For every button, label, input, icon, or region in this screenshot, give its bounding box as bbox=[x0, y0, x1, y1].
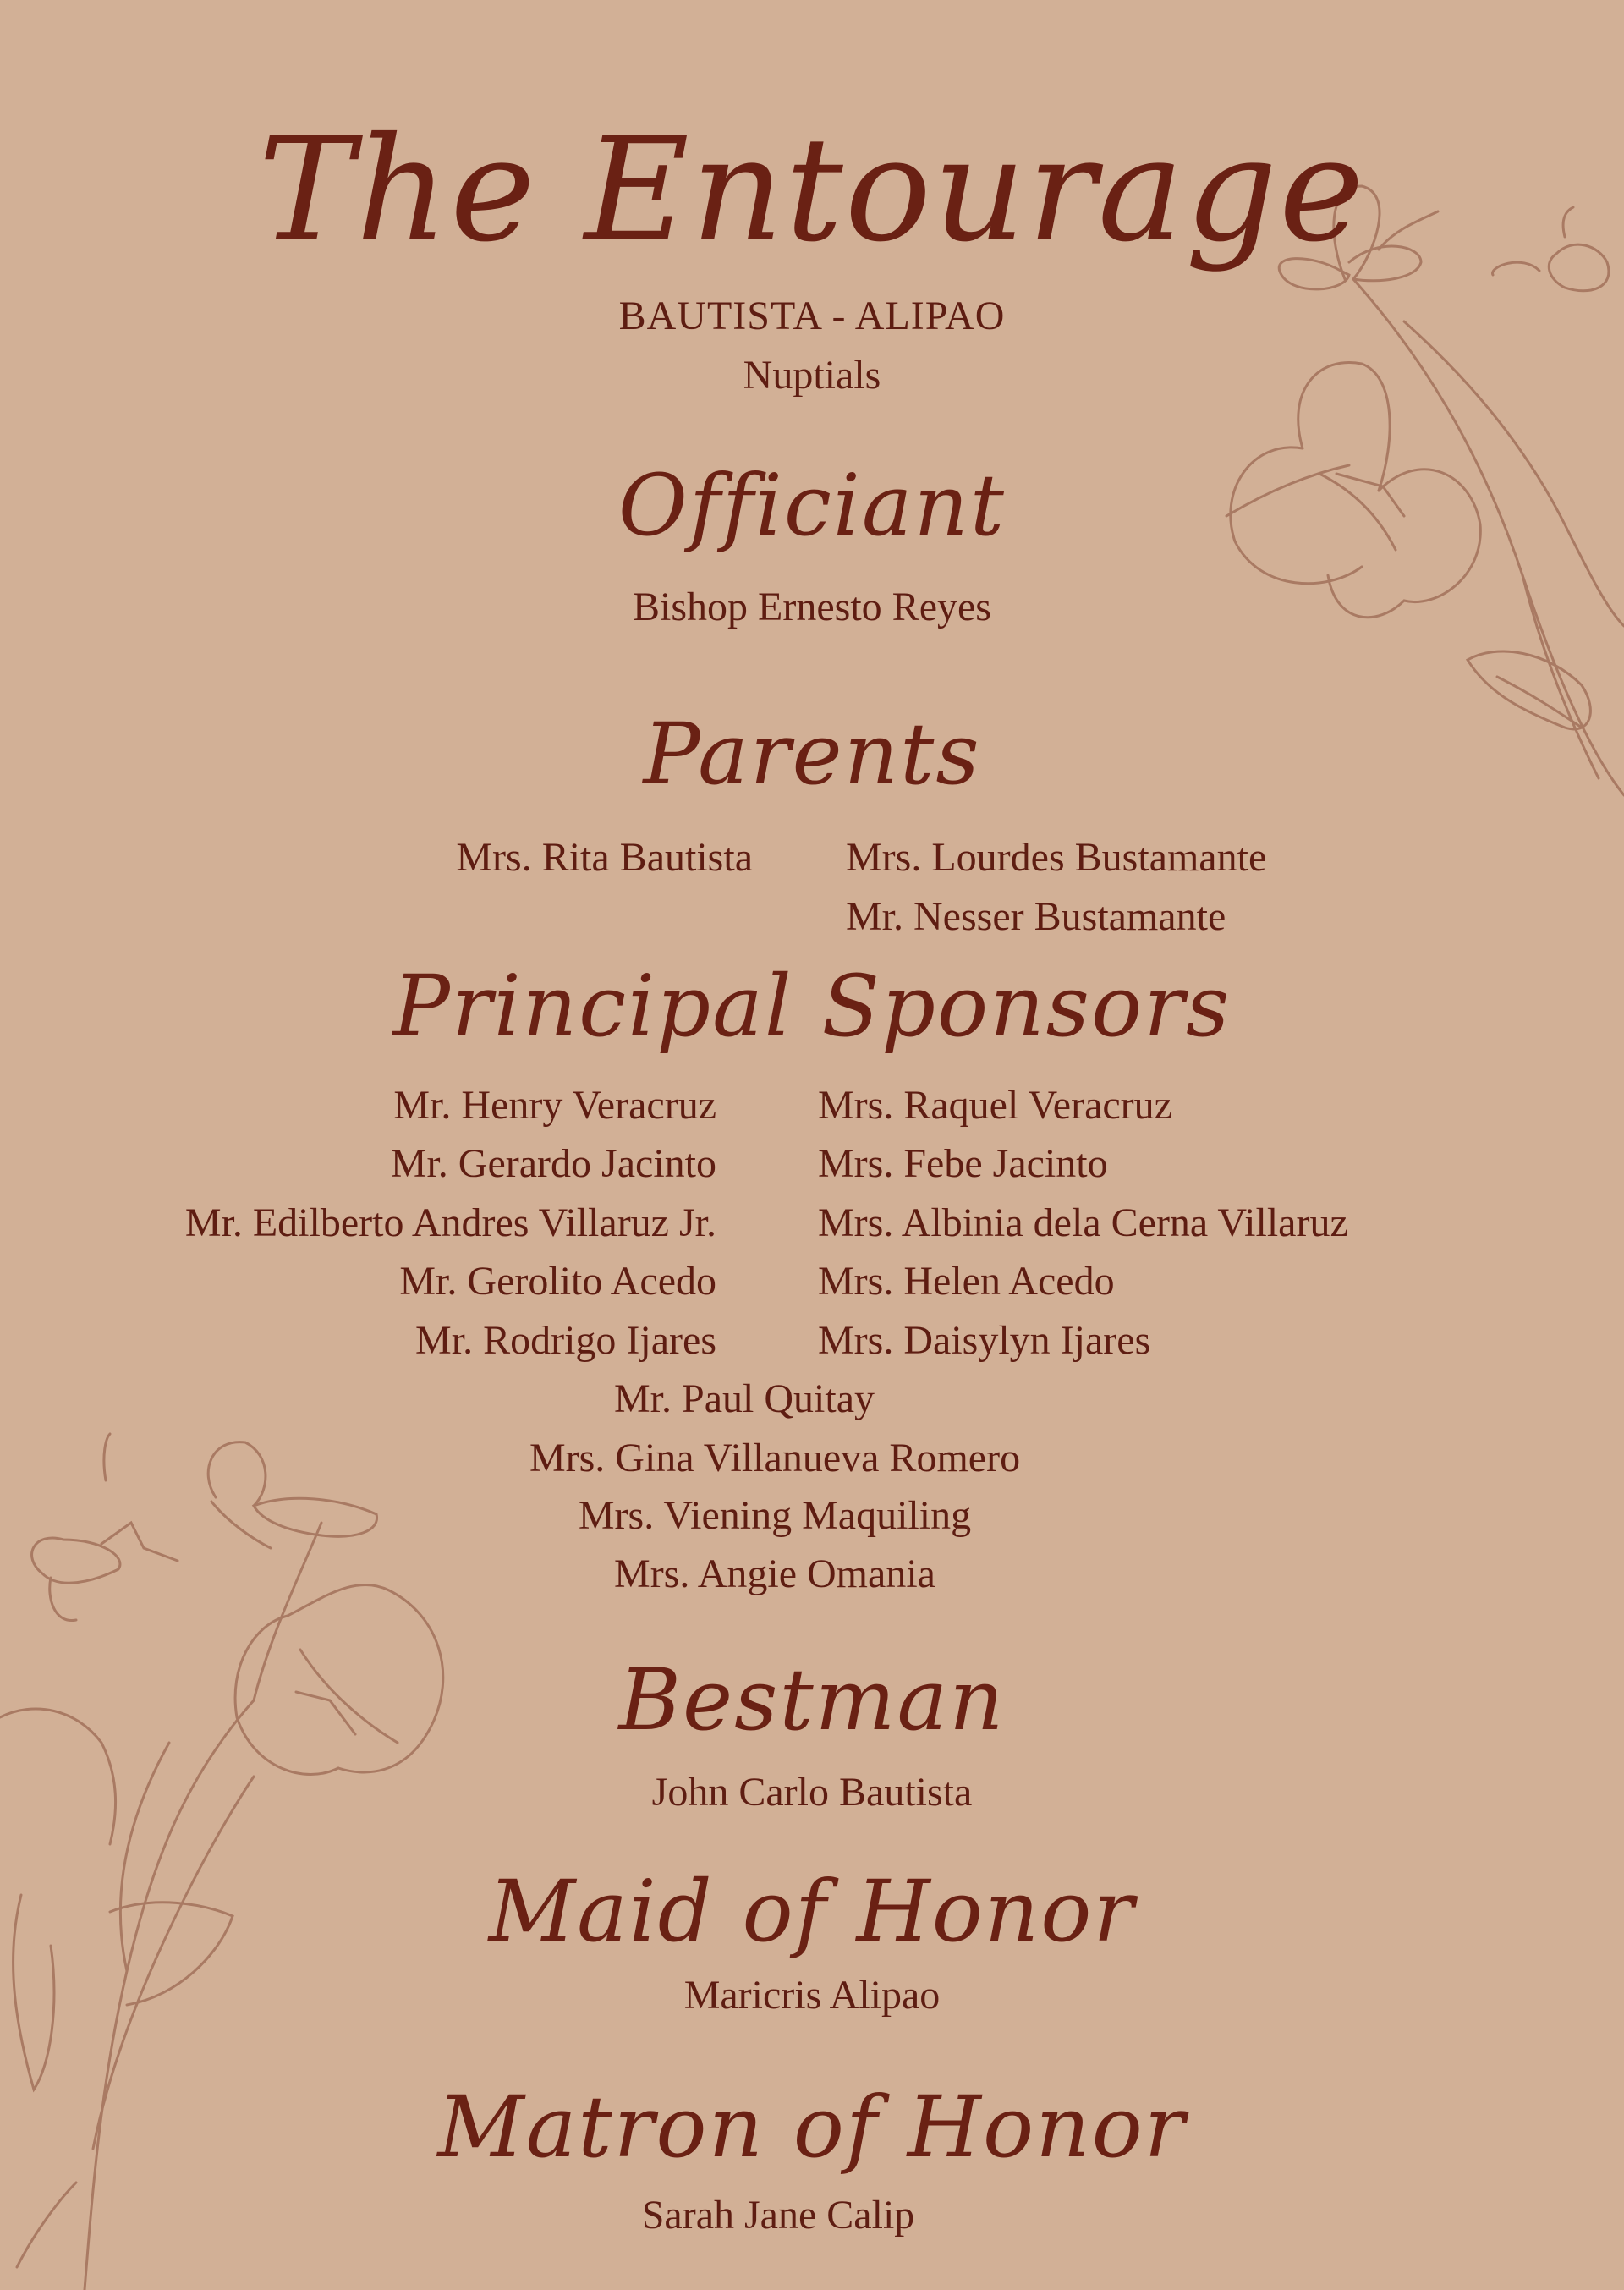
sponsor-name: Mr. Gerardo Jacinto bbox=[390, 1141, 716, 1186]
parents-heading: Parents bbox=[643, 705, 981, 804]
parent-name: Mrs. Lourdes Bustamante bbox=[846, 835, 1267, 880]
sponsor-name: Mr. Rodrigo Ijares bbox=[415, 1318, 716, 1363]
maid-of-honor-heading: Maid of Honor bbox=[488, 1862, 1136, 1961]
officiant-name: Bishop Ernesto Reyes bbox=[633, 585, 991, 629]
matron-of-honor-heading: Matron of Honor bbox=[437, 2078, 1187, 2177]
matron-of-honor-name: Sarah Jane Calip bbox=[641, 2193, 915, 2238]
sponsors-heading: Principal Sponsors bbox=[392, 957, 1232, 1056]
officiant-heading: Officiant bbox=[617, 456, 1007, 555]
sponsor-name: Mr. Henry Veracruz bbox=[393, 1083, 716, 1128]
sponsor-name: Mr. Gerolito Acedo bbox=[399, 1259, 716, 1304]
bestman-name: John Carlo Bautista bbox=[651, 1770, 973, 1815]
page-title: The Entourage bbox=[258, 107, 1366, 274]
bestman-heading: Bestman bbox=[618, 1650, 1006, 1749]
sponsor-name: Mrs. Daisylyn Ijares bbox=[818, 1318, 1151, 1363]
sponsor-name: Mrs. Angie Omania bbox=[614, 1551, 935, 1596]
event-name: Nuptials bbox=[743, 353, 881, 398]
sponsor-name: Mr. Paul Quitay bbox=[614, 1376, 875, 1421]
sponsor-name: Mrs. Albinia dela Cerna Villaruz bbox=[818, 1200, 1348, 1245]
sponsor-name: Mrs. Febe Jacinto bbox=[818, 1141, 1108, 1186]
sponsor-name: Mrs. Helen Acedo bbox=[818, 1259, 1115, 1304]
sponsor-name: Mrs. Viening Maquiling bbox=[578, 1493, 972, 1538]
parent-name: Mrs. Rita Bautista bbox=[456, 835, 753, 880]
sponsor-name: Mr. Edilberto Andres Villaruz Jr. bbox=[184, 1200, 716, 1245]
maid-of-honor-name: Maricris Alipao bbox=[683, 1973, 941, 2018]
sponsor-name: Mrs. Raquel Veracruz bbox=[818, 1083, 1172, 1128]
sponsor-name: Mrs. Gina Villanueva Romero bbox=[529, 1436, 1021, 1480]
parent-name: Mr. Nesser Bustamante bbox=[846, 894, 1226, 939]
couple-names: BAUTISTA - ALIPAO bbox=[618, 294, 1006, 338]
